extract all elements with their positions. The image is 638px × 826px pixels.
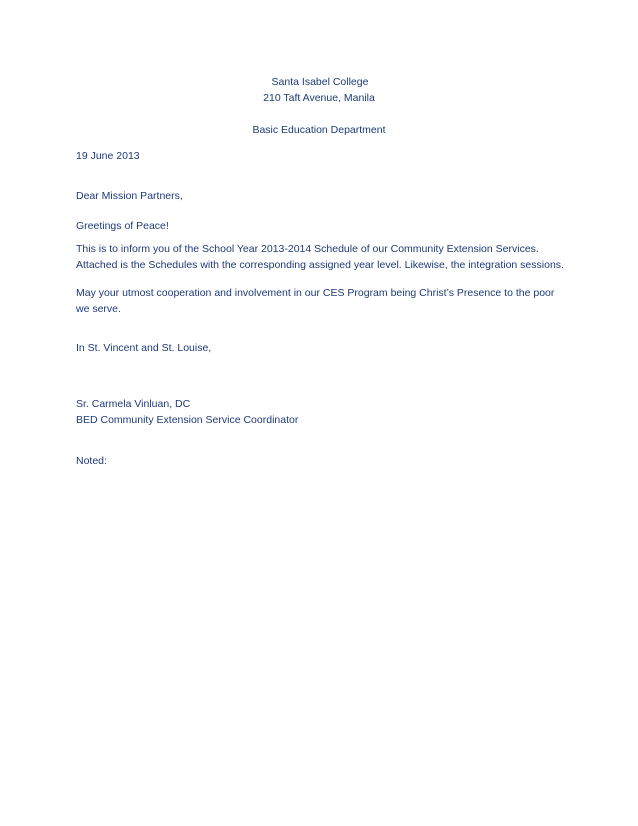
signatory-name: Sr. Carmela Vinluan, DC: [76, 398, 191, 410]
signature-block: [76, 396, 576, 428]
letterhead: [0, 74, 638, 138]
school-name: Santa Isabel College: [271, 76, 369, 88]
salutation: [76, 188, 576, 204]
closing: [76, 340, 576, 356]
salutation-text: Dear Mission Partners,: [76, 190, 183, 202]
body-paragraph-1-line-1: This is to inform you of the School Year 2013-2014 Schedule of our Community Extension Services.: [76, 243, 539, 255]
body-paragraph-2-line-2: we serve.: [76, 303, 121, 315]
body-paragraph-1-line-2: Attached is the Schedules with the corresponding assigned year level. Likewise, the integration sessions.: [76, 259, 564, 271]
body-paragraph-1: [76, 241, 576, 273]
greeting-text: Greetings of Peace!: [76, 220, 169, 232]
body-paragraph-2-line-1: May your utmost cooperation and involvement in our CES Program being Christ’s Presence to the poor: [76, 287, 555, 299]
body-paragraph-2: [76, 285, 576, 317]
greeting: [76, 218, 576, 234]
noted: [76, 453, 576, 469]
school-address: 210 Taft Avenue, Manila: [263, 92, 375, 104]
department-name: Basic Education Department: [252, 124, 386, 136]
signatory-title: BED Community Extension Service Coordinator: [76, 414, 299, 426]
date-text: 19 June 2013: [76, 150, 140, 162]
closing-text: In St. Vincent and St. Louise,: [76, 342, 212, 354]
letter-date: [76, 148, 576, 164]
noted-text: Noted:: [76, 455, 107, 467]
